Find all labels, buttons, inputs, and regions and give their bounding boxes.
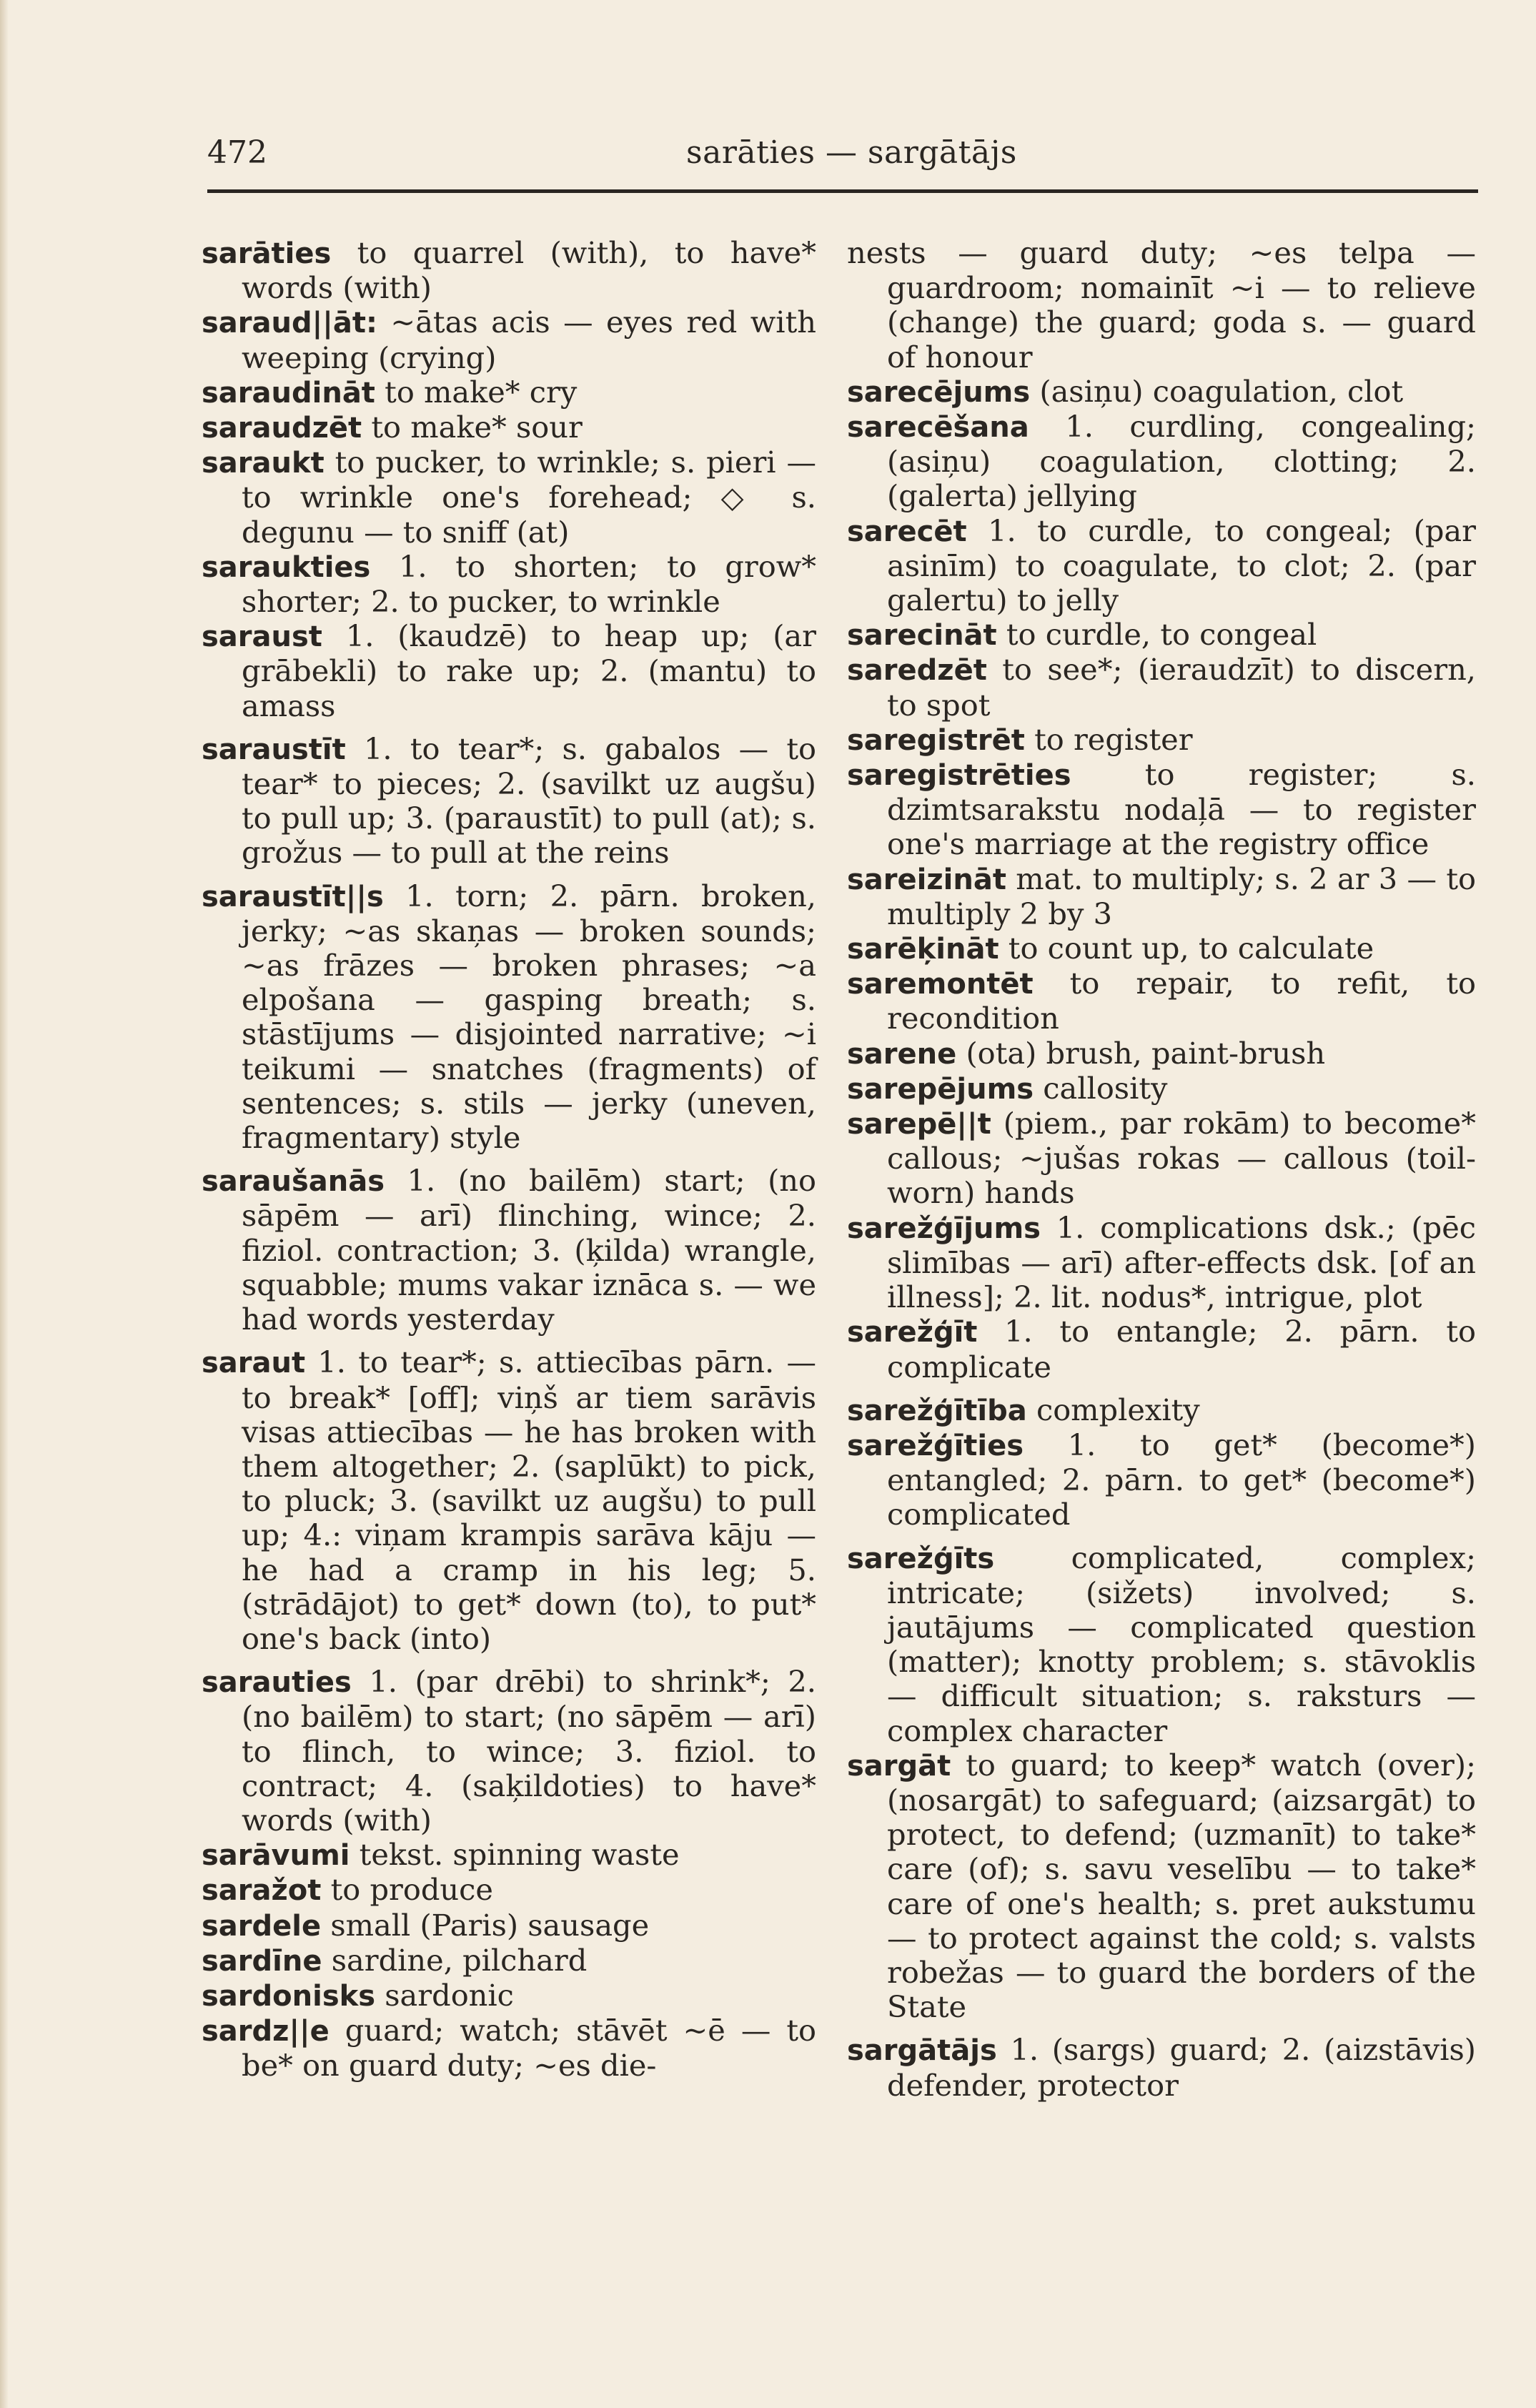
- definition: to curdle, to congeal: [1006, 617, 1317, 653]
- headword: sardz||e: [202, 2015, 330, 2048]
- headword: saraustīt||s: [202, 880, 384, 913]
- page-header: [207, 129, 1472, 179]
- dictionary-entry: [847, 653, 1476, 722]
- headword: sardele: [202, 1909, 322, 1943]
- definition: 1. (kaudzē) to heap up; (ar grābekli) to rake up; 2. (mantu) to amass: [242, 618, 816, 723]
- dictionary-entry: [202, 1873, 816, 1908]
- left-column: [202, 236, 816, 2084]
- dictionary-entry: [847, 410, 1476, 514]
- definition: small (Paris) sausage: [330, 1907, 650, 1943]
- headword: saraukties: [202, 550, 371, 584]
- dictionary-entry: [847, 1314, 1476, 1384]
- definition: to produce: [330, 1872, 493, 1908]
- definition: to make* cry: [385, 374, 578, 410]
- dictionary-entry: [202, 1838, 816, 1873]
- headword: sarežģījums: [847, 1212, 1041, 1245]
- dictionary-entry: [202, 1978, 816, 2013]
- dictionary-entry: [847, 1393, 1476, 1428]
- dictionary-entry-continued: [847, 236, 1476, 375]
- definition: to count up, to calculate: [1008, 931, 1374, 966]
- dictionary-entry: [202, 236, 816, 305]
- dictionary-entry: [847, 618, 1476, 653]
- definition: (piem., par rokām) to become* callous; ~jušas rokas — callous (toil-worn) hands: [887, 1106, 1476, 1211]
- definition: 1. to tear*; s. attiecības pārn. — to break* [off]; viņš ar tiem sarāvis visas attiecības — he has broken with them altogether; 2. (saplūkt) to pick, to pluck; 3. (savilkt uz augšu) to pull up; 4.: viņam krampis sarāva kāju — he had a cramp in his leg; 5. (strādājot) to get* down (to), to put* one's back (into): [242, 1344, 816, 1656]
- running-head: sarāties — sargātājs: [686, 134, 1017, 171]
- definition: 1. curdling, congealing; (asiņu) coagulation, clotting; 2. (galerta) jellying: [887, 409, 1476, 514]
- definition: 1. (no bailēm) start; (no sāpēm — arī) flinching, wince; 2. fiziol. contraction; 3. (ķilda) wrangle, squabble; mums vakar iznāca s. — we had words yesterday: [242, 1163, 816, 1337]
- dictionary-entry: [847, 1211, 1476, 1315]
- dictionary-entry: [847, 862, 1476, 931]
- headword: saregistrēties: [847, 759, 1071, 793]
- definition: 1. torn; 2. pārn. broken, jerky; ~as skaņas — broken sounds; ~as frāzes — broken phrases; ~a elpošana — gasping breath; s. stāstījums — disjointed narrative; ~i teikumi — snatches (fragments) of sentences; s. stils — jerky (uneven, fragmentary) style: [242, 878, 816, 1156]
- headword: sargātājs: [847, 2034, 997, 2068]
- headword: sarauties: [202, 1666, 352, 1700]
- definition: to register: [1034, 721, 1193, 757]
- headword: sarene: [847, 1037, 957, 1071]
- dictionary-entry: [847, 1106, 1476, 1211]
- header-rule: [207, 189, 1478, 193]
- dictionary-entry: [202, 375, 816, 410]
- definition: to register; s. dzimtsarakstu nodaļā — to register one's marriage at the registry office: [887, 757, 1476, 862]
- definition: complicated, complex; intricate; (sižets) involved; s. jautājums — complicated question (matter); knotty problem; s. stāvoklis — difficult situation; s. raksturs — complex character: [887, 1540, 1476, 1748]
- headword: sarecināt: [847, 619, 997, 653]
- headword: sarežģīties: [847, 1429, 1024, 1462]
- headword: saregistrēt: [847, 723, 1025, 757]
- headword: saraut: [202, 1347, 306, 1380]
- definition: to repair, to refit, to recondition: [887, 966, 1476, 1036]
- definition: guard; watch; stāvēt ~ē — to be* on guard duty; ~es die-: [242, 2013, 816, 2084]
- definition: 1. (sargs) guard; 2. (aizstāvis) defender, protector: [887, 2032, 1476, 2103]
- headword: saraudzēt: [202, 412, 362, 445]
- headword: saraud||āt:: [202, 307, 377, 340]
- headword: sareizināt: [847, 863, 1006, 896]
- headword: sarežģīt: [847, 1316, 978, 1349]
- headword: saraust: [202, 620, 322, 654]
- headword: sarēķināt: [847, 933, 999, 966]
- dictionary-entry: [202, 550, 816, 619]
- dictionary-entry: [202, 619, 816, 723]
- definition: to pucker, to wrinkle; s. pieri — to wrinkle one's forehead; ◇ s. degunu — to sniff (at): [242, 445, 816, 550]
- headword: sargāt: [847, 1749, 951, 1783]
- page-number: 472: [207, 134, 267, 171]
- dictionary-entry: [847, 2033, 1476, 2102]
- headword: saraudināt: [202, 376, 375, 410]
- definition: mat. to multiply; s. 2 ar 3 — to multiply 2 by 3: [887, 861, 1476, 931]
- headword: sarepē||t: [847, 1108, 991, 1141]
- definition: nests — guard duty; ~es telpa — guardroom; nomainīt ~i — to relieve (change) the guard; goda s. — guard of honour: [847, 235, 1476, 375]
- definition: 1. to entangle; 2. pārn. to complicate: [887, 1314, 1476, 1384]
- dictionary-entry: [847, 758, 1476, 862]
- page-edge-shadow: [0, 0, 9, 2408]
- headword: saraušanās: [202, 1165, 385, 1199]
- dictionary-entry: [202, 410, 816, 445]
- headword: saredzēt: [847, 654, 987, 688]
- definition: complexity: [1036, 1392, 1200, 1427]
- headword: sarecēt: [847, 515, 967, 548]
- headword: sarežģītība: [847, 1394, 1027, 1427]
- dictionary-entry: [847, 1071, 1476, 1106]
- headword: saraustīt: [202, 733, 346, 766]
- headword: saraukt: [202, 447, 324, 480]
- definition: 1. to curdle, to congeal; (par asinīm) to coagulate, to clot; 2. (par galertu) to jelly: [887, 512, 1476, 618]
- definition: callosity: [1043, 1070, 1168, 1106]
- headword: sarecējums: [847, 375, 1031, 409]
- dictionary-entry: [847, 723, 1476, 758]
- dictionary-entry: [847, 1748, 1476, 2025]
- headword: sarāties: [202, 237, 332, 270]
- definition: ~ātas acis — eyes red with weeping (crying): [242, 304, 816, 375]
- dictionary-entry: [202, 1943, 816, 1978]
- dictionary-entry: [847, 1428, 1476, 1532]
- headword: sarāvumi: [202, 1839, 350, 1873]
- headword: sarepējums: [847, 1072, 1034, 1106]
- dictionary-entry: [847, 1036, 1476, 1071]
- definition: to quarrel (with), to have* words (with): [242, 235, 816, 306]
- dictionary-entry: [847, 375, 1476, 410]
- definition: sardine, pilchard: [331, 1942, 588, 1978]
- dictionary-entry: [202, 2013, 816, 2083]
- headword: sardīne: [202, 1944, 322, 1978]
- right-column: [847, 236, 1476, 2103]
- definition: 1. complications dsk.; (pēc slimības — arī) after-effects dsk. [of an illness]; 2. lit. nodus*, intrigue, plot: [887, 1209, 1476, 1315]
- dictionary-entry: [202, 1345, 816, 1656]
- dictionary-entry: [847, 966, 1476, 1036]
- definition: sardonic: [385, 1977, 514, 2013]
- dictionary-entry: [202, 879, 816, 1156]
- headword: sarecēšana: [847, 411, 1029, 445]
- definition: to see*; (ieraudzīt) to discern, to spot: [887, 652, 1476, 723]
- dictionary-entry: [202, 1908, 816, 1943]
- headword: saremontēt: [847, 968, 1034, 1001]
- headword: saražot: [202, 1874, 322, 1908]
- definition: 1. to tear*; s. gabalos — to tear* to pieces; 2. (savilkt uz augšu) to pull up; 3. (paraustīt) to pull (at); s. grožus — to pull at the reins: [242, 730, 816, 871]
- dictionary-entry: [202, 1665, 816, 1838]
- dictionary-entry: [202, 445, 816, 550]
- dictionary-entry: [847, 514, 1476, 618]
- definition: (ota) brush, paint-brush: [966, 1035, 1326, 1071]
- definition: 1. (par drēbi) to shrink*; 2. (no bailēm) to start; (no sāpēm — arī) to flinch, to wince; 3. fiziol. to contract; 4. (saķildoties) to have* words (with): [242, 1664, 816, 1838]
- dictionary-entry: [202, 732, 816, 871]
- dictionary-entry: [202, 1164, 816, 1337]
- definition: 1. to get* (become*) entangled; 2. pārn. to get* (become*) complicated: [887, 1427, 1476, 1532]
- definition: 1. to shorten; to grow* shorter; 2. to pucker, to wrinkle: [242, 548, 816, 620]
- definition: to guard; to keep* watch (over); (nosargāt) to safeguard; (aizsargāt) to protect, to defend; (uzmanīt) to take* care (of); s. savu veselību — to take* care of one's health; s. pret aukstumu — to protect against the cold; s. valsts robežas — to guard the borders of the State: [887, 1747, 1476, 2025]
- headword: sardonisks: [202, 1979, 376, 2013]
- definition: to make* sour: [371, 410, 583, 445]
- headword: sarežģīts: [847, 1542, 995, 1575]
- dictionary-entry: [202, 305, 816, 375]
- definition: tekst. spinning waste: [359, 1837, 680, 1873]
- definition: (asiņu) coagulation, clot: [1039, 373, 1404, 409]
- dictionary-entry: [847, 1541, 1476, 1748]
- dictionary-entry: [847, 931, 1476, 966]
